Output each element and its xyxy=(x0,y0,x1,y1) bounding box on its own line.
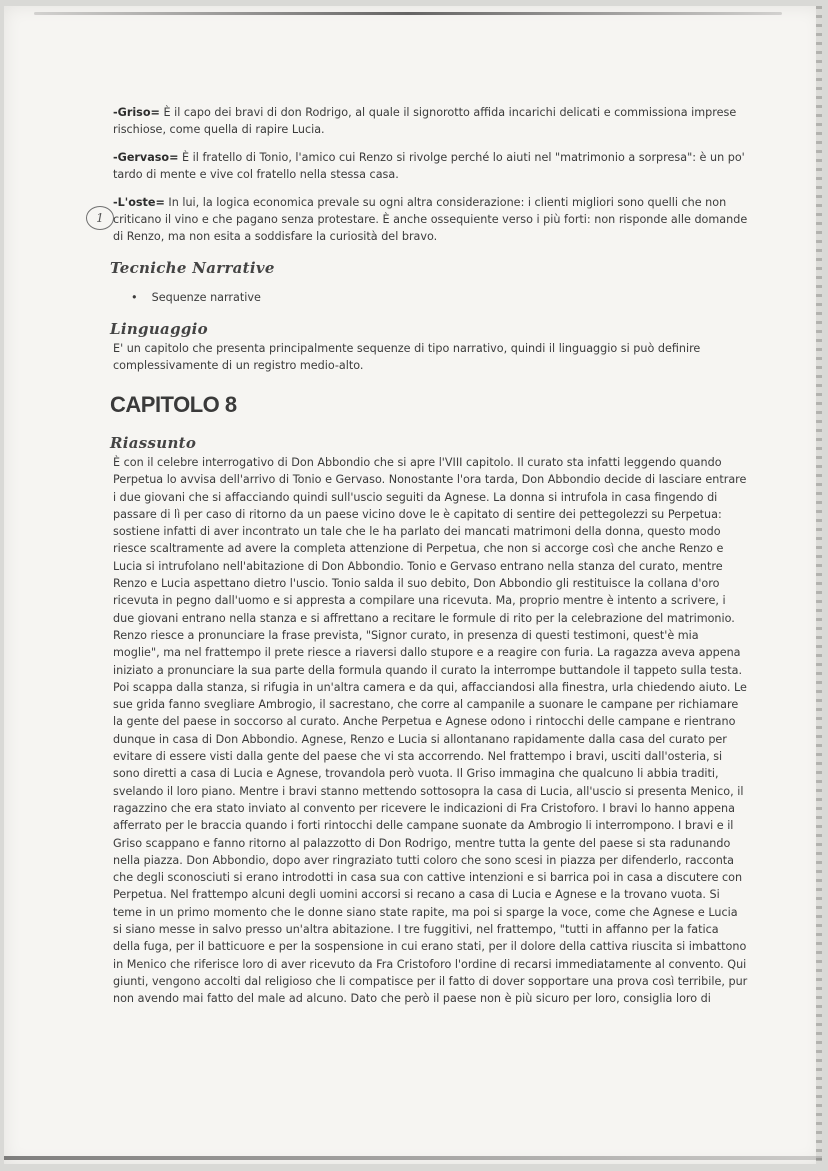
riassunto-text: È con il celebre interrogativo di Don Abbondio che si apre l'VIII capitolo. Il curato sta infatti leggendo quando Perpetua lo avvisa dell'arrivo di Tonio e Gervaso. Nonostante l'ora tarda, Don Abbondio decide di lasciare entrare i due giovani che si affacciando quindi sull'uscio seguiti da Agnese. La donna si intrufola in casa fingendo di passare di lì per caso di ritorno da un paese vicino dove le è capitato di sentire dei pettegolezzi su Perpetua: sostiene infatti di aver incontrato un tale che le ha parlato dei mancati matrimoni della donna, questo modo riesce scaltramente ad avere la completa attenzione di Perpetua, che non si accorge così che anche Renzo e Lucia si intrufolano nell'abitazione di Don Abbondio. Tonio e Gervaso entrano nella stanza del curato, mentre Renzo e Lucia aspettano dietro l'uscio. Tonio salda il suo debito, Don Abbondio gli restituisce la collana d'oro ricevuta in pegno dall'uomo e si appresta a compilare una ricevuta. Ma, proprio mentre è intento a scrivere, i due giovani entrano nella stanza e si affrettano a recitare le formule di rito per la celebrazione del matrimonio. Renzo riesce a pronunciare la frase prevista, "Signor curato, in presenza di questi testimoni, quest'è mia moglie", ma nel frattempo il prete riesce a riaversi dallo stupore e a reagire con furia. La ragazza aveva appena iniziato a pronunciare la sua parte della formula quando il curato la interrompe buttandole il tappeto sulla testa. Poi scappa dalla stanza, si rifugia in un'altra camera e da qui, affacciandosi alla finestra, urla chiedendo aiuto. Le sue grida fanno svegliare Ambrogio, il sacrestano, che corre al campanile a suonare le campane per richiamare la gente del paese in soccorso al curato. Anche Perpetua e Agnese odono i rintocchi delle campane e rientrano dunque in casa di Don Abbondio. Agnese, Renzo e Lucia si allontanano rapidamente dalla casa del curato per evitare di essere visti dalla gente del paese che vi sta accorrendo. Nel frattempo i bravi, usciti dall'osteria, si sono diretti a casa di Lucia e Agnese, trovandola però vuota. Il Griso immagina che qualcuno li abbia traditi, svelando il loro piano. Mentre i bravi stanno mettendo sottosopra la casa di Lucia, all'uscio si presenta Menico, il ragazzino che era stato inviato al convento per ricevere le indicazioni di Fra Cristoforo. I bravi lo hanno appena afferrato per le braccia quando i forti rintocchi delle campane suonate da Ambrogio li interrompono. I bravi e il Griso scappano e fanno ritorno al palazzotto di Don Rodrigo, mentre tutta la gente del paese si sta radunando nella piazza. Don Abbondio, dopo aver ringraziato tutti coloro che sono scesi in piazza per difenderlo, racconta che degli sconosciuti si erano introdotti in casa sua con cattive intenzioni e si barrica poi in casa a discutere con Perpetua. Nel frattempo alcuni degli uomini accorsi si recano a casa di Lucia e Agnese e la trovano vuota. Si teme in un primo momento che le donne siano state rapite, ma poi si sparge la voce, come che Agnese e Lucia si siano messe in salvo presso un'altra abitazione. I tre fuggitivi, nel frattempo, "tutti in affanno per la fatica della fuga, per il batticuore e per la sospensione in cui erano stati, per il dolore della cattiva riuscita si imbattono in Menico che riferisce loro di aver ricevuto da Fra Cristoforo l'ordine di recarsi immediatamente al convento. Qui giunti, vengono accolti dal religioso che li compatisce per il fatto di dover sopportare una prova così terribile, pur non avendo mai fatto del male ad alcuno. Dato che però il paese non è più sicuro per loro, consiglia loro di xyxy=(113,456,748,1006)
binder-edge xyxy=(816,6,822,1164)
character-name: -Griso= xyxy=(113,106,160,119)
chapter-title: CAPITOLO 8 xyxy=(110,392,237,417)
character-name: -Gervaso= xyxy=(113,151,179,164)
character-description: In lui, la logica economica prevale su ogni altra considerazione: i clienti migliori sono quelli che non criticano il vino e che pagano senza protestare. È anche ossequiente verso i più forti: non risponde alle domande di Renzo, ma non esita a soddisfare la curiosità del bravo. xyxy=(113,196,748,243)
bottom-edge-line xyxy=(4,1156,822,1160)
tecniche-list xyxy=(153,289,748,306)
section-heading-riassunto: Riassunto xyxy=(110,434,197,452)
character-name: -L'oste= xyxy=(113,196,165,209)
section-heading-tecniche: Tecniche Narrative xyxy=(110,259,275,277)
section-heading-linguaggio: Linguaggio xyxy=(110,320,208,338)
margin-mark-number: 1 xyxy=(96,211,104,225)
character-description: È il capo dei bravi di don Rodrigo, al quale il signorotto affida incarichi delicati e commissiona imprese rischiose, come quella di rapire Lucia. xyxy=(113,106,737,136)
linguaggio-text: E' un capitolo che presenta principalmente sequenze di tipo narrativo, quindi il linguaggio si può definire complessivamente di un registro medio-alto. xyxy=(113,342,701,372)
character-entry xyxy=(113,104,748,138)
character-description: È il fratello di Tonio, l'amico cui Renzo si rivolge perché lo aiuti nel "matrimonio a sorpresa": è un po' tardo di mente e vive col fratello nella stessa casa. xyxy=(113,151,745,181)
margin-circle-mark xyxy=(86,206,114,230)
list-item: • Sequenze narrative xyxy=(153,289,748,306)
page-content xyxy=(110,104,748,1008)
character-entry xyxy=(113,149,748,183)
top-edge-line xyxy=(34,12,782,15)
character-entry xyxy=(113,194,748,245)
